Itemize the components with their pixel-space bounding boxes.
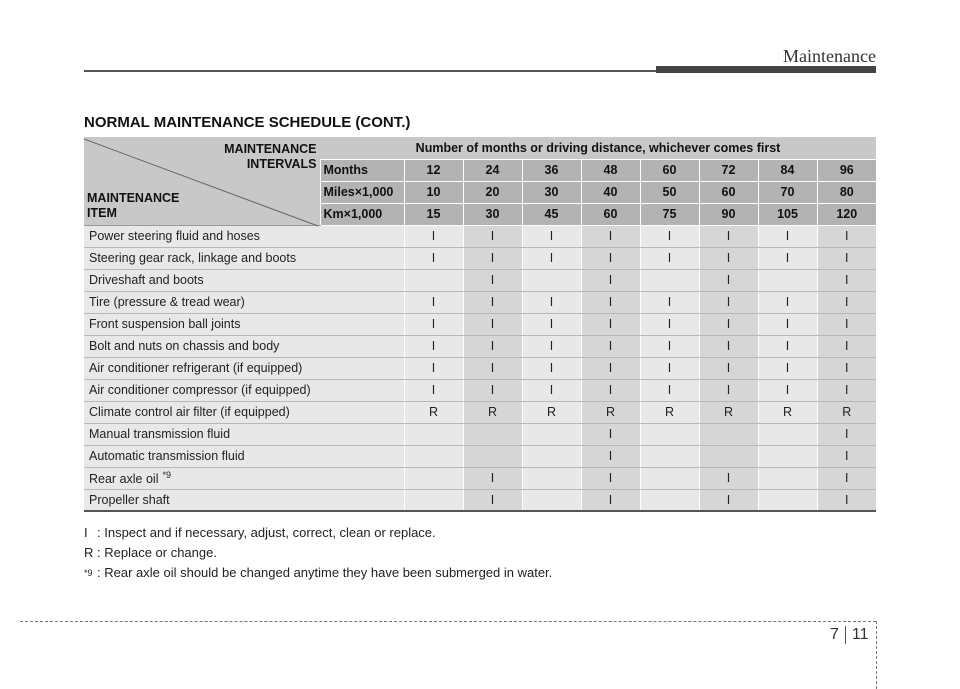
schedule-cell: I xyxy=(758,379,817,401)
header-rule xyxy=(84,70,656,72)
schedule-cell: I xyxy=(817,335,876,357)
interval-value: 40 xyxy=(581,181,640,203)
table-row xyxy=(84,423,876,445)
schedule-cell xyxy=(404,445,463,467)
maintenance-item-name xyxy=(84,423,404,445)
maintenance-item-name xyxy=(84,445,404,467)
maintenance-item-label: Tire (pressure & tread wear) xyxy=(89,295,245,309)
schedule-cell: I xyxy=(640,291,699,313)
schedule-cell: I xyxy=(522,247,581,269)
maintenance-item-label: Steering gear rack, linkage and boots xyxy=(89,251,297,265)
interval-value: 36 xyxy=(522,159,581,181)
schedule-cell: I xyxy=(699,247,758,269)
interval-value: 12 xyxy=(404,159,463,181)
maintenance-item-name xyxy=(84,335,404,357)
schedule-cell: I xyxy=(463,379,522,401)
schedule-cell xyxy=(404,423,463,445)
legend-symbol: *9 xyxy=(84,568,93,578)
schedule-cell: I xyxy=(817,225,876,247)
table-row xyxy=(84,225,876,247)
schedule-cell: I xyxy=(817,269,876,291)
chapter-number: 7 xyxy=(830,626,839,643)
schedule-cell: I xyxy=(581,357,640,379)
maintenance-item-name xyxy=(84,291,404,313)
table-corner-header xyxy=(84,137,320,225)
maintenance-item-name xyxy=(84,401,404,423)
maintenance-item-label: Power steering fluid and hoses xyxy=(89,229,260,243)
schedule-cell: I xyxy=(699,313,758,335)
schedule-cell xyxy=(640,489,699,511)
schedule-cell: I xyxy=(404,379,463,401)
table-row xyxy=(84,313,876,335)
interval-value: 48 xyxy=(581,159,640,181)
legend-symbol: R xyxy=(84,545,94,560)
schedule-cell: I xyxy=(581,313,640,335)
maintenance-item-label: Propeller shaft xyxy=(89,492,170,507)
schedule-cell: I xyxy=(522,291,581,313)
table-row xyxy=(84,379,876,401)
maintenance-item-name xyxy=(84,225,404,247)
schedule-cell: I xyxy=(817,357,876,379)
schedule-cell xyxy=(522,445,581,467)
schedule-cell xyxy=(640,467,699,489)
interval-value: 70 xyxy=(758,181,817,203)
schedule-cell: I xyxy=(817,423,876,445)
interval-value: 105 xyxy=(758,203,817,225)
schedule-cell xyxy=(758,423,817,445)
interval-value: 30 xyxy=(522,181,581,203)
schedule-cell: I xyxy=(640,357,699,379)
schedule-cell xyxy=(463,445,522,467)
schedule-cell: I xyxy=(581,467,640,489)
maintenance-item-label: Bolt and nuts on chassis and body xyxy=(89,339,280,353)
maintenance-item-name xyxy=(84,357,404,379)
interval-value: 60 xyxy=(581,203,640,225)
schedule-cell: I xyxy=(581,335,640,357)
schedule-cell: I xyxy=(581,225,640,247)
interval-row-label: Km×1,000 xyxy=(320,203,404,225)
maintenance-item-label: Rear axle oil xyxy=(89,472,159,487)
schedule-cell xyxy=(758,467,817,489)
table-row xyxy=(84,489,876,511)
schedule-cell: I xyxy=(581,291,640,313)
interval-value: 120 xyxy=(817,203,876,225)
interval-value: 30 xyxy=(463,203,522,225)
schedule-cell: I xyxy=(463,269,522,291)
interval-value: 20 xyxy=(463,181,522,203)
schedule-cell: I xyxy=(817,489,876,511)
page-number xyxy=(830,626,869,644)
intervals-header: MAINTENANCE INTERVALS xyxy=(224,142,317,171)
interval-value: 15 xyxy=(404,203,463,225)
schedule-cell: I xyxy=(640,313,699,335)
footer-rule xyxy=(20,621,876,622)
maintenance-item-label: Climate control air filter (if equipped) xyxy=(89,405,290,419)
schedule-cell xyxy=(758,489,817,511)
page-number-divider xyxy=(845,626,846,644)
schedule-cell: R xyxy=(404,401,463,423)
table-row xyxy=(84,357,876,379)
table-row xyxy=(84,467,876,489)
legend-line xyxy=(84,523,552,543)
legend-line xyxy=(84,563,552,583)
schedule-cell: I xyxy=(640,379,699,401)
schedule-cell: I xyxy=(699,467,758,489)
schedule-cell: I xyxy=(404,313,463,335)
schedule-cell xyxy=(404,467,463,489)
schedule-cell: I xyxy=(758,357,817,379)
maintenance-item-name xyxy=(84,467,404,489)
maintenance-item-name xyxy=(84,313,404,335)
schedule-cell: I xyxy=(758,225,817,247)
interval-span-header: Number of months or driving distance, whichever comes first xyxy=(320,137,876,159)
header-rule-accent xyxy=(656,66,876,73)
table-row xyxy=(84,247,876,269)
interval-row-label: Months xyxy=(320,159,404,181)
interval-value: 72 xyxy=(699,159,758,181)
schedule-cell: I xyxy=(404,291,463,313)
maintenance-item-name xyxy=(84,379,404,401)
schedule-cell: I xyxy=(699,357,758,379)
legend-text: : Replace or change. xyxy=(97,545,217,560)
interval-value: 60 xyxy=(699,181,758,203)
table-row xyxy=(84,269,876,291)
maintenance-item-name xyxy=(84,269,404,291)
schedule-cell: R xyxy=(699,401,758,423)
schedule-cell: I xyxy=(581,247,640,269)
schedule-cell xyxy=(522,467,581,489)
schedule-cell: I xyxy=(758,247,817,269)
schedule-cell: I xyxy=(817,379,876,401)
schedule-cell: I xyxy=(463,291,522,313)
schedule-cell: R xyxy=(758,401,817,423)
schedule-cell xyxy=(640,269,699,291)
schedule-cell: I xyxy=(817,313,876,335)
schedule-cell: I xyxy=(758,335,817,357)
legend-line xyxy=(84,543,552,563)
footnote-marker: *9 xyxy=(162,469,171,480)
schedule-cell: I xyxy=(758,291,817,313)
schedule-cell: I xyxy=(463,335,522,357)
page-heading: NORMAL MAINTENANCE SCHEDULE (CONT.) xyxy=(84,114,411,131)
schedule-cell: I xyxy=(699,291,758,313)
schedule-cell: I xyxy=(404,357,463,379)
schedule-cell: R xyxy=(640,401,699,423)
schedule-cell: R xyxy=(522,401,581,423)
schedule-cell: I xyxy=(522,225,581,247)
interval-value: 50 xyxy=(640,181,699,203)
schedule-cell: I xyxy=(699,225,758,247)
schedule-cell: I xyxy=(522,379,581,401)
interval-value: 80 xyxy=(817,181,876,203)
page-number-value: 11 xyxy=(851,626,869,643)
maintenance-item-label: Automatic transmission fluid xyxy=(89,449,245,463)
schedule-cell xyxy=(699,445,758,467)
legend-text: : Rear axle oil should be changed anytime they have been submerged in water. xyxy=(97,565,553,580)
schedule-cell: I xyxy=(699,379,758,401)
section-title: Maintenance xyxy=(783,46,876,66)
interval-value: 75 xyxy=(640,203,699,225)
schedule-cell: I xyxy=(699,335,758,357)
schedule-cell xyxy=(699,423,758,445)
table-row xyxy=(84,401,876,423)
schedule-cell xyxy=(640,423,699,445)
schedule-cell: I xyxy=(817,445,876,467)
interval-row-label: Miles×1,000 xyxy=(320,181,404,203)
maintenance-item-label: Front suspension ball joints xyxy=(89,317,241,331)
schedule-cell: I xyxy=(463,247,522,269)
schedule-cell: I xyxy=(463,357,522,379)
legend-text: : Inspect and if necessary, adjust, correct, clean or replace. xyxy=(97,525,436,540)
table-row xyxy=(84,291,876,313)
item-header: MAINTENANCE ITEM xyxy=(87,190,180,220)
interval-value: 60 xyxy=(640,159,699,181)
schedule-cell xyxy=(758,269,817,291)
schedule-cell: I xyxy=(581,423,640,445)
maintenance-schedule-table xyxy=(84,137,876,512)
schedule-cell xyxy=(758,445,817,467)
schedule-cell: I xyxy=(817,467,876,489)
schedule-cell: I xyxy=(699,269,758,291)
interval-value: 84 xyxy=(758,159,817,181)
schedule-cell: I xyxy=(404,335,463,357)
schedule-cell xyxy=(404,269,463,291)
table-row xyxy=(84,335,876,357)
schedule-cell: I xyxy=(640,225,699,247)
legend-symbol: I xyxy=(84,525,88,540)
interval-value: 45 xyxy=(522,203,581,225)
schedule-cell: I xyxy=(581,269,640,291)
schedule-cell xyxy=(522,489,581,511)
maintenance-item-label: Manual transmission fluid xyxy=(89,427,231,441)
schedule-cell: I xyxy=(640,335,699,357)
footer-rule-vertical xyxy=(876,621,877,689)
maintenance-item-label: Air conditioner refrigerant (if equipped) xyxy=(89,361,303,375)
schedule-cell: R xyxy=(817,401,876,423)
schedule-cell xyxy=(640,445,699,467)
schedule-cell xyxy=(522,423,581,445)
maintenance-item-label: Air conditioner compressor (if equipped) xyxy=(89,383,311,397)
legend xyxy=(84,523,552,583)
schedule-cell: I xyxy=(463,467,522,489)
schedule-cell: I xyxy=(522,335,581,357)
schedule-cell xyxy=(522,269,581,291)
schedule-cell: I xyxy=(463,225,522,247)
interval-value: 90 xyxy=(699,203,758,225)
interval-value: 10 xyxy=(404,181,463,203)
schedule-cell: I xyxy=(581,445,640,467)
schedule-cell: I xyxy=(581,489,640,511)
interval-value: 96 xyxy=(817,159,876,181)
schedule-cell: R xyxy=(463,401,522,423)
schedule-cell: I xyxy=(758,313,817,335)
schedule-cell: I xyxy=(581,379,640,401)
schedule-cell xyxy=(404,489,463,511)
schedule-cell xyxy=(463,423,522,445)
maintenance-item-label: Driveshaft and boots xyxy=(89,273,204,287)
schedule-cell: I xyxy=(522,357,581,379)
schedule-cell: I xyxy=(817,291,876,313)
maintenance-item-name xyxy=(84,247,404,269)
schedule-cell: I xyxy=(640,247,699,269)
schedule-cell: I xyxy=(404,247,463,269)
schedule-cell: I xyxy=(463,489,522,511)
schedule-cell: I xyxy=(817,247,876,269)
maintenance-item-name xyxy=(84,489,404,511)
table-row xyxy=(84,445,876,467)
schedule-cell: I xyxy=(404,225,463,247)
schedule-cell: I xyxy=(699,489,758,511)
schedule-cell: R xyxy=(581,401,640,423)
interval-value: 24 xyxy=(463,159,522,181)
schedule-cell: I xyxy=(463,313,522,335)
schedule-cell: I xyxy=(522,313,581,335)
